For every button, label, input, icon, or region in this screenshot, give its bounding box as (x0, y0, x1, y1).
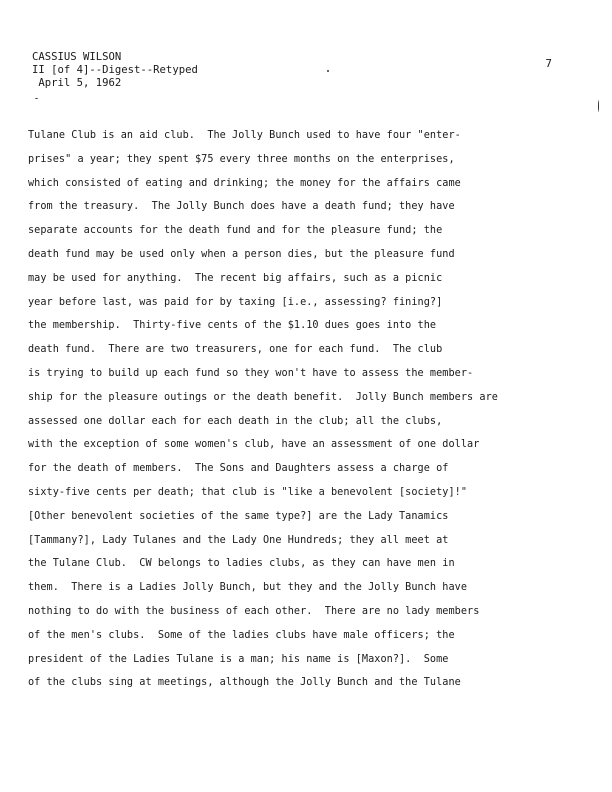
body-line: death fund may be used only when a person dies, but the pleasure fund (28, 248, 455, 260)
body-line: from the treasury. The Jolly Bunch does have a death fund; they have (28, 201, 455, 213)
body-line: prises" a year; they spent $75 every three months on the enterprises, (28, 153, 455, 165)
body-line: the membership. Thirty-five cents of the $1.10 dues goes into the (28, 320, 437, 332)
header-tape-info: II [of 4]--Digest--Retyped (32, 64, 198, 76)
body-line: Tulane Club is an aid club. The Jolly Bunch used to have four "enter- (28, 130, 461, 141)
page-number: 7 (545, 57, 552, 70)
body-text (28, 124, 598, 695)
body-line: is trying to build up each fund so they won't have to assess the member- (28, 367, 474, 379)
body-line: year before last, was paid for by taxing [i.e., assessing? fining?] (28, 296, 443, 308)
header-date: April 5, 1962 (32, 77, 122, 89)
body-line: the Tulane Club. CW belongs to ladies clubs, as they can have men in (28, 558, 455, 570)
body-line: [Tammany?], Lady Tulanes and the Lady One Hundreds; they all meet at (28, 534, 449, 546)
body-line: nothing to do with the business of each other. There are no lady members (28, 605, 480, 617)
scan-speck (598, 100, 599, 112)
body-line: for the death of members. The Sons and Daughters assess a charge of (28, 463, 449, 475)
body-line: ship for the pleasure outings or the death benefit. Jolly Bunch members are (28, 391, 498, 403)
body-line: sixty-five cents per death; that club is "like a benevolent [society]!" (28, 486, 468, 498)
scan-speck (35, 98, 38, 99)
header-name: CASSIUS WILSON (32, 51, 122, 63)
body-line: with the exception of some women's club, have an assessment of one dollar (28, 439, 480, 451)
body-line: may be used for anything. The recent big affairs, such as a picnic (28, 272, 443, 284)
body-line: death fund. There are two treasurers, one for each fund. The club (28, 344, 443, 356)
body-line: [Other benevolent societies of the same type?] are the Lady Tanamics (28, 510, 449, 522)
scan-speck (327, 70, 329, 72)
document-header (32, 51, 198, 90)
body-line: which consisted of eating and drinking; the money for the affairs came (28, 177, 461, 189)
body-line: assessed one dollar each for each death in the club; all the clubs, (28, 415, 443, 427)
body-line: separate accounts for the death fund and for the pleasure fund; the (28, 225, 443, 237)
body-line: president of the Ladies Tulane is a man; his name is [Maxon?]. Some (28, 653, 449, 665)
body-line: of the men's clubs. Some of the ladies clubs have male officers; the (28, 629, 455, 641)
body-line: of the clubs sing at meetings, although the Jolly Bunch and the Tulane (28, 677, 461, 689)
body-line: them. There is a Ladies Jolly Bunch, but they and the Jolly Bunch have (28, 582, 468, 594)
